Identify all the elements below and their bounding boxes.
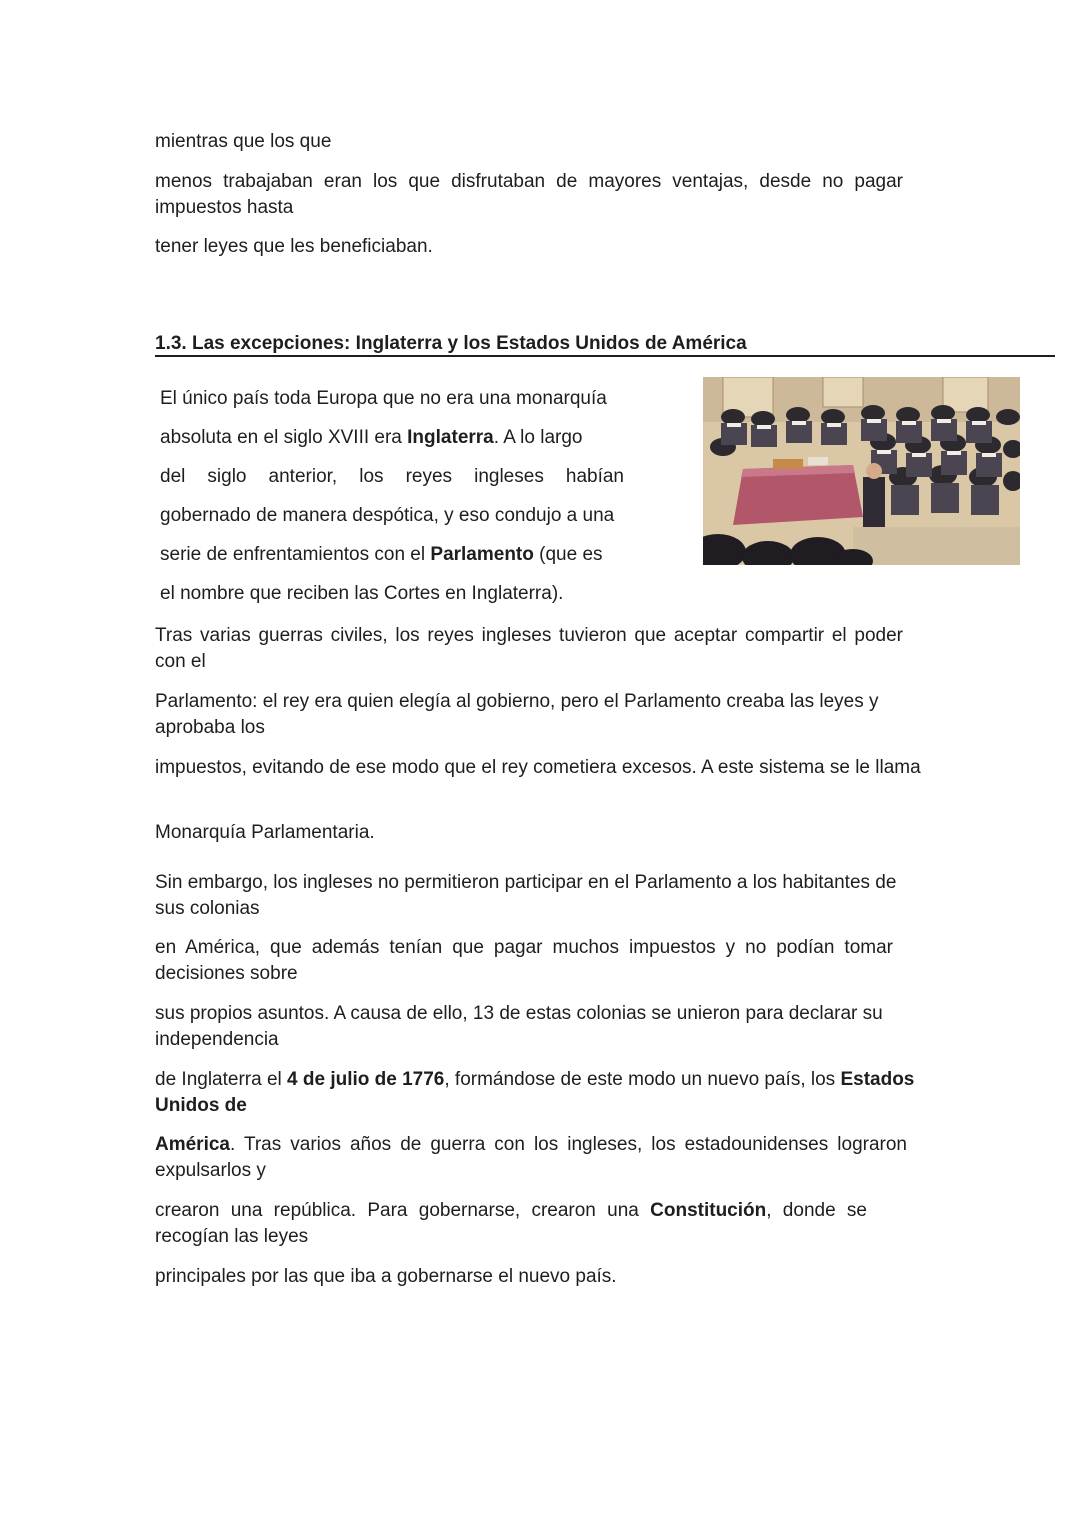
text-line: Monarquía Parlamentaria. [155, 822, 375, 843]
section-title: 1.3. Las excepciones: Inglaterra y los Estados Unidos de América [155, 331, 1055, 357]
text-paragraph: crearon una república. Para gobernarse, crearon una Constitución, donde se recogían las leyes [155, 1200, 867, 1247]
text-paragraph: de Inglaterra el 4 de julio de 1776, formándose de este modo un nuevo país, los Estados Unidos de [155, 1069, 915, 1116]
parliament-illustration [703, 377, 1020, 565]
parliament-illustration-drawing [703, 377, 1020, 565]
text-paragraph: Parlamento: el rey era quien elegía al gobierno, pero el Parlamento creaba las leyes y aprobaba los [155, 691, 879, 738]
text-paragraph: Tras varias guerras civiles, los reyes ingleses tuvieron que aceptar compartir el poder con el [155, 625, 903, 672]
intro-line: El único país toda Europa que no era una monarquía [160, 388, 607, 409]
text-paragraph: menos trabajaban eran los que disfrutaban de mayores ventajas, desde no pagar impuestos hasta [155, 171, 903, 218]
intro-line: el nombre que reciben las Cortes en Inglaterra). [160, 583, 564, 604]
text-line: tener leyes que les beneficiaban. [155, 236, 433, 257]
text-paragraph: América. Tras varios años de guerra con los ingleses, los estadounidenses lograron expulsarlos y [155, 1134, 907, 1181]
text-line: principales por las que iba a gobernarse el nuevo país. [155, 1266, 617, 1287]
intro-line: absoluta en el siglo XVIII era Inglaterra. A lo largo [160, 427, 583, 448]
intro-line: serie de enfrentamientos con el Parlamento (que es [160, 544, 603, 565]
intro-line: gobernado de manera despótica, y eso condujo a una [160, 505, 615, 526]
intro-line: del siglo anterior, los reyes ingleses habían [160, 466, 624, 487]
text-line: mientras que los que [155, 131, 332, 152]
text-paragraph: impuestos, evitando de ese modo que el rey cometiera excesos. A este sistema se le llama [155, 757, 921, 778]
text-paragraph: en América, que además tenían que pagar muchos impuestos y no podían tomar decisiones sobre [155, 937, 893, 984]
text-paragraph: sus propios asuntos. A causa de ello, 13 de estas colonias se unieron para declarar su independencia [155, 1003, 883, 1050]
text-paragraph: Sin embargo, los ingleses no permitieron participar en el Parlamento a los habitantes de sus colonias [155, 872, 897, 919]
